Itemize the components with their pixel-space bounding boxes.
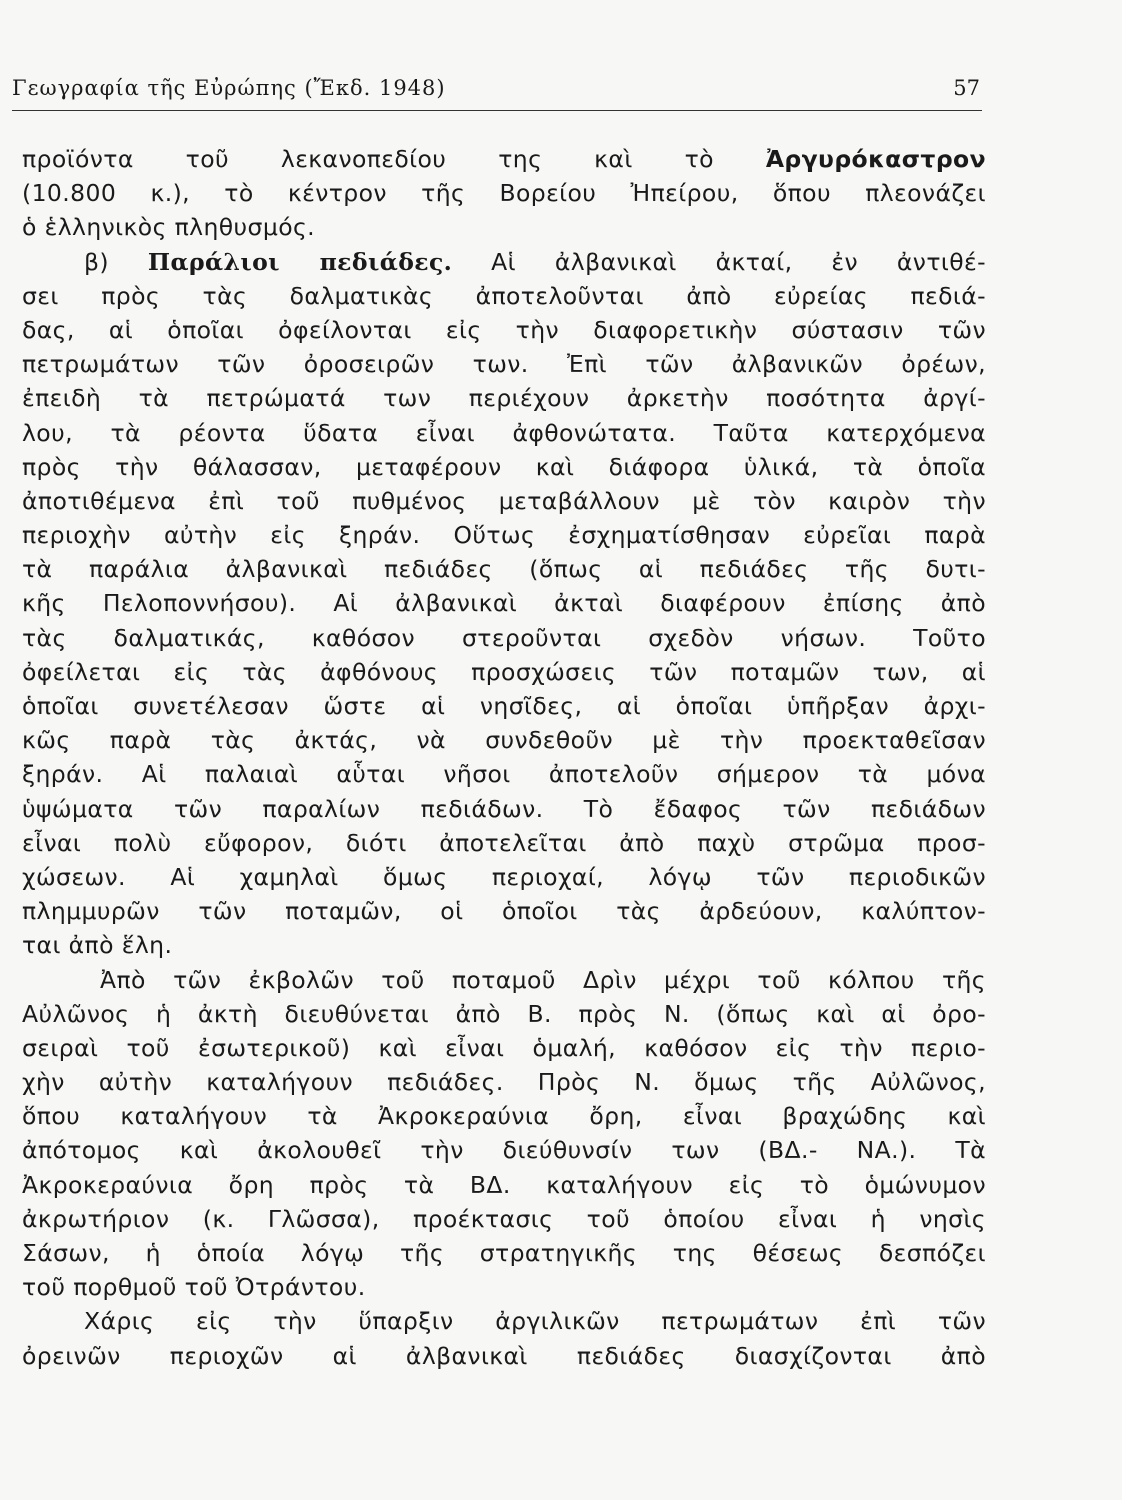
- text-line: εἶναι πολὺ εὔφορον, διότι ἀποτελεῖται ἀπὸ παχὺ στρῶμα προσ-: [22, 828, 986, 857]
- text-line: χώσεων. Αἱ χαμηλαὶ ὅμως περιοχαί, λόγῳ τῶν περιοδικῶν: [22, 862, 986, 891]
- text-line: πρὸς τὴν θάλασσαν, μεταφέρουν καὶ διάφορα ὑλικά, τὰ ὁποῖα: [22, 452, 986, 481]
- text-line: τὰ παράλια ἀλβανικαὶ πεδιάδες (ὅπως αἱ πεδιάδες τῆς δυτι-: [22, 555, 986, 584]
- text-line: ὁ ἑλληνικὸς πληθυσμός.: [22, 213, 316, 242]
- text-line: προϊόντα τοῦ λεκανοπεδίου της καὶ τὸ Ἀργυρόκαστρον: [22, 145, 986, 173]
- text-line: πετρωμάτων τῶν ὀροσειρῶν των. Ἐπὶ τῶν ἀλβανικῶν ὀρέων,: [22, 350, 986, 379]
- text-line: ὁποῖαι συνετέλεσαν ὥστε αἱ νησῖδες, αἱ ὁποῖαι ὑπῆρξαν ἀρχι-: [22, 692, 986, 720]
- text-line: ὀρεινῶν περιοχῶν αἱ ἀλβανικαὶ πεδιάδες διασχίζονται ἀπὸ: [22, 1341, 986, 1370]
- text-line: ὀφείλεται εἰς τὰς ἀφθόνους προσχώσεις τῶν ποταμῶν των, αἱ: [22, 657, 986, 686]
- text-line: ἀκρωτήριον (κ. Γλῶσσα), προέκτασις τοῦ ὁποίου εἶναι ἡ νησὶς: [22, 1204, 986, 1233]
- text-line: τὰς δαλματικάς, καθόσον στεροῦνται σχεδὸν νήσων. Τοῦτο: [22, 623, 986, 652]
- text-line: λου, τὰ ρέοντα ὕδατα εἶναι ἀφθονώτατα. Ταῦτα κατερχόμενα: [22, 418, 986, 447]
- text-line: τοῦ πορθμοῦ τοῦ Ὀτράντου.: [22, 1273, 366, 1302]
- running-header: [12, 70, 982, 111]
- text-line: ὅπου καταλήγουν τὰ Ἀκροκεραύνια ὄρη, εἶναι βραχώδης καὶ: [22, 1102, 986, 1131]
- text-line: περιοχὴν αὐτὴν εἰς ξηράν. Οὕτως ἐσχηματίσθησαν εὐρεῖαι παρὰ: [22, 521, 986, 550]
- text-line: χὴν αὐτὴν καταλήγουν πεδιάδες. Πρὸς Ν. ὅμως τῆς Αὐλῶνος,: [22, 1068, 986, 1097]
- text-line: ἀπότομος καὶ ἀκολουθεῖ τὴν διεύθυνσίν των (ΒΔ.- ΝΑ.). Τὰ: [22, 1136, 986, 1165]
- text-line: Ἀπὸ τῶν ἐκβολῶν τοῦ ποταμοῦ Δρὶν μέχρι τοῦ κόλπου τῆς: [100, 965, 986, 994]
- place-name-bold: Ἀργυρόκαστρον: [765, 145, 986, 173]
- text-line: Αὐλῶνος ἡ ἀκτὴ διευθύνεται ἀπὸ Β. πρὸς Ν. (ὅπως καὶ αἱ ὀρο-: [22, 999, 986, 1028]
- page-number: 57: [953, 76, 980, 100]
- text-line: κῶς παρὰ τὰς ἀκτάς, νὰ συνδεθοῦν μὲ τὴν προεκταθεῖσαν: [22, 726, 986, 755]
- text-line: ὑψώματα τῶν παραλίων πεδιάδων. Τὸ ἔδαφος τῶν πεδιάδων: [22, 794, 986, 823]
- running-title: Γεωγραφία τῆς Εὐρώπης (Ἔκδ. 1948): [12, 76, 446, 100]
- text-line: Χάρις εἰς τὴν ὕπαρξιν ἀργιλικῶν πετρωμάτων ἐπὶ τῶν: [84, 1307, 986, 1336]
- text-line: κῆς Πελοποννήσου). Αἱ ἀλβανικαὶ ἀκταὶ διαφέρουν ἐπίσης ἀπὸ: [22, 589, 986, 618]
- section-heading: Παράλιοι πεδιάδες.: [147, 247, 453, 276]
- text-line: σει πρὸς τὰς δαλματικὰς ἀποτελοῦνται ἀπὸ εὐρείας πεδιά-: [22, 281, 986, 310]
- text-line: ξηράν. Αἱ παλαιαὶ αὗται νῆσοι ἀποτελοῦν σήμερον τὰ μόνα: [22, 760, 986, 789]
- body-text: [22, 142, 986, 1373]
- text-line: ἀποτιθέμενα ἐπὶ τοῦ πυθμένος μεταβάλλουν μὲ τὸν καιρὸν τὴν: [22, 486, 986, 515]
- text-line: πλημμυρῶν τῶν ποταμῶν, οἱ ὁποῖοι τὰς ἀρδεύουν, καλύπτον-: [22, 897, 986, 926]
- text-line: ται ἀπὸ ἕλη.: [22, 931, 173, 960]
- text-line: δας, αἱ ὁποῖαι ὀφείλονται εἰς τὴν διαφορετικὴν σύστασιν τῶν: [22, 315, 986, 344]
- text-line: Ἀκροκεραύνια ὄρη πρὸς τὰ ΒΔ. καταλήγουν εἰς τὸ ὁμώνυμον: [22, 1170, 986, 1199]
- text-line: Σάσων, ἡ ὁποία λόγῳ τῆς στρατηγικῆς της θέσεως δεσπόζει: [22, 1239, 986, 1267]
- section-heading-line: β) Παράλιοι πεδιάδες. Αἱ ἀλβανικαὶ ἀκταί, ἐν ἀντιθέ-: [84, 247, 986, 276]
- text-line: σειραὶ τοῦ ἐσωτερικοῦ) καὶ εἶναι ὁμαλή, καθόσον εἰς τὴν περιο-: [22, 1033, 986, 1062]
- text-line: ἐπειδὴ τὰ πετρώματά των περιέχουν ἀρκετὴν ποσότητα ἀργί-: [22, 384, 986, 413]
- text-line: (10.800 κ.), τὸ κέντρον τῆς Βορείου Ἠπείρου, ὅπου πλεονάζει: [22, 179, 986, 208]
